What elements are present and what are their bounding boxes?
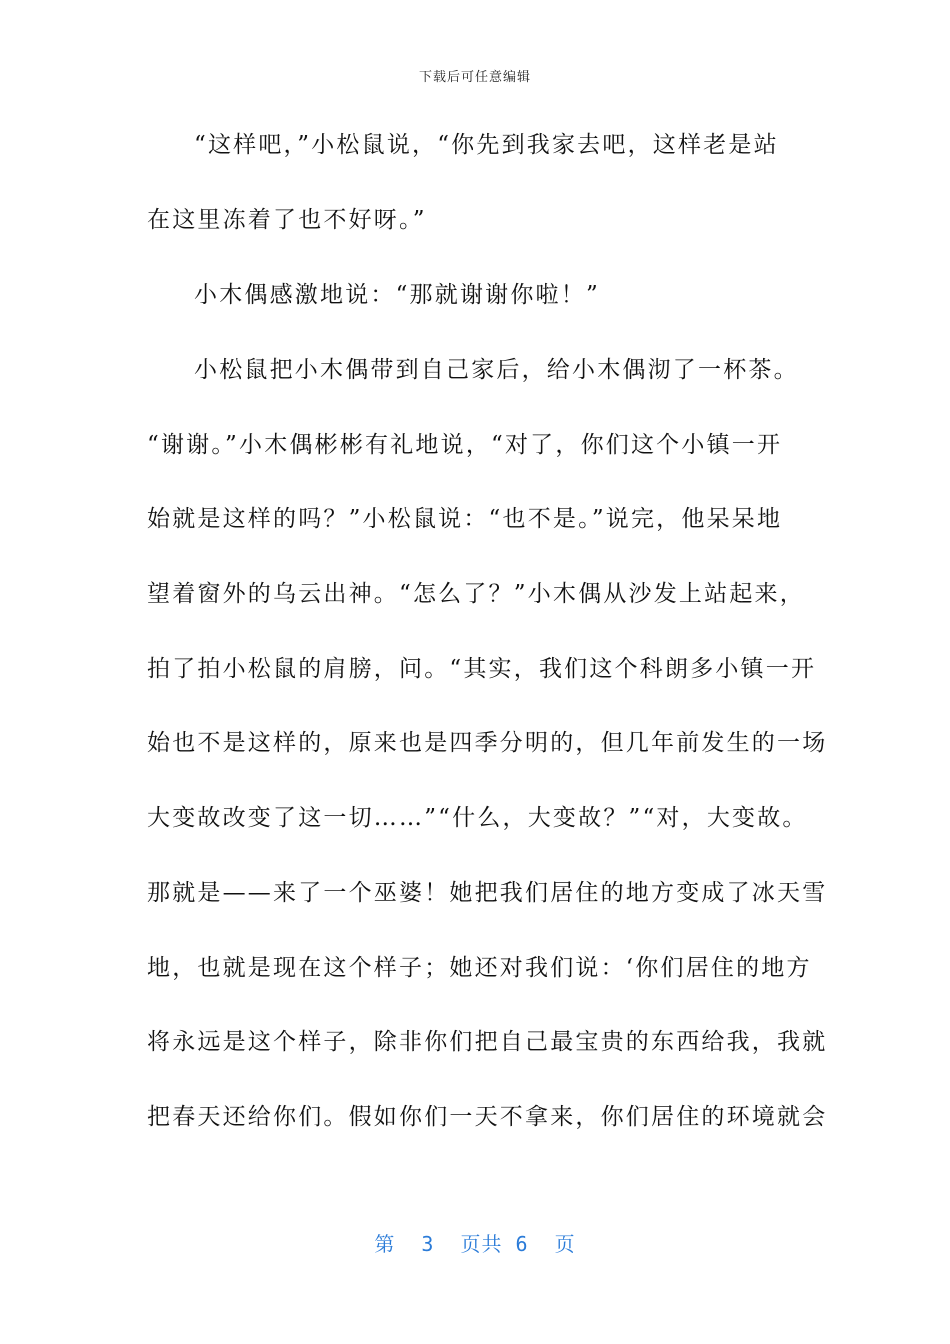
body-line: 小松鼠把小木偶带到自己家后，给小木偶沏了一杯茶。: [194, 357, 799, 383]
body-line: 拍了拍小松鼠的肩膀，问。“其实，我们这个科朗多小镇一开: [147, 656, 817, 682]
body-line: 地，也就是现在这个样子；她还对我们说：‘你们居住的地方: [147, 955, 812, 981]
page-number-footer: 第 3 页共 6 页: [374, 1232, 576, 1256]
body-line: 始就是这样的吗？”小松鼠说：“也不是。”说完，他呆呆地: [147, 506, 783, 532]
body-line: “谢谢。”小木偶彬彬有礼地说，“对了，你们这个小镇一开: [147, 432, 783, 458]
body-line: 大变故改变了这一切……”“什么，大变故？”“对，大变故。: [147, 805, 808, 831]
body-line: 在这里冻着了也不好呀。”: [147, 207, 427, 233]
body-line: 那就是——来了一个巫婆！她把我们居住的地方变成了冰天雪: [147, 880, 828, 906]
body-line: 望着窗外的乌云出神。“怎么了？”小木偶从沙发上站起来，: [147, 581, 805, 607]
header-note: 下载后可任意编辑: [418, 70, 531, 85]
body-line: 小木偶感激地说：“那就谢谢你啦！”: [194, 282, 600, 308]
body-line: “这样吧，”小松鼠说，“你先到我家去吧，这样老是站: [194, 132, 779, 158]
body-line: 把春天还给你们。假如你们一天不拿来，你们居住的环境就会: [147, 1104, 828, 1130]
body-line: 始也不是这样的，原来也是四季分明的，但几年前发生的一场: [147, 730, 828, 756]
body-line: 将永远是这个样子，除非你们把自己最宝贵的东西给我，我就: [147, 1029, 828, 1055]
